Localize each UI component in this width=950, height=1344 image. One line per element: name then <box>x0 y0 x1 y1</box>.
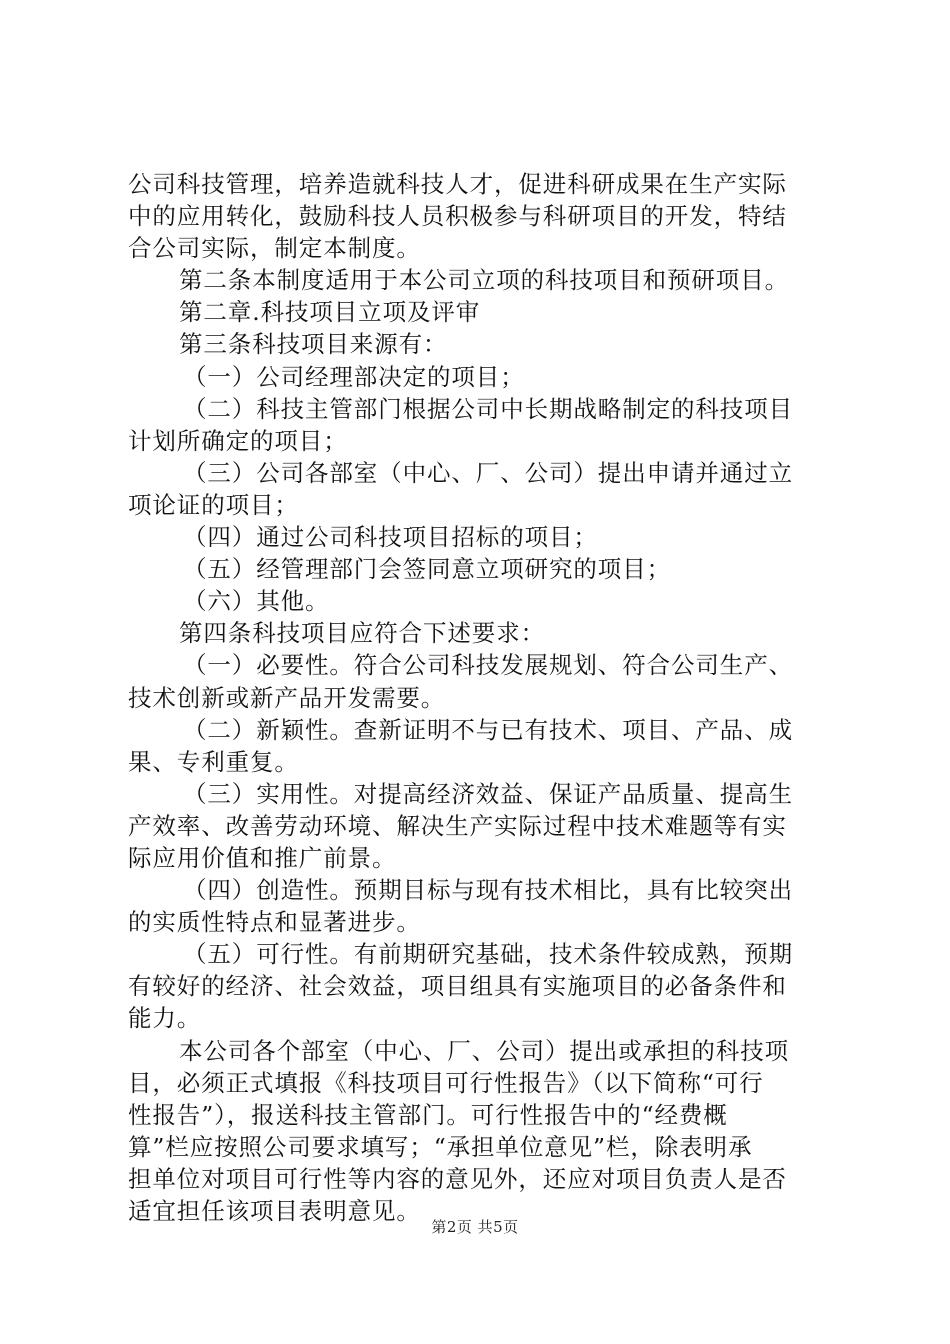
list-item: （五）可行性。有前期研究基础，技术条件较成熟，预期 <box>183 940 793 969</box>
list-item: （一）公司经理部决定的项目； <box>183 362 525 391</box>
article-3: 第三条科技项目来源有： <box>179 330 448 359</box>
body-line: 计划所确定的项目； <box>128 426 348 455</box>
body-line: 担单位对项目可行性等内容的意见外，还应对项目负责人是否 <box>128 1164 787 1193</box>
list-item: （二）科技主管部门根据公司中长期战略制定的科技项目 <box>183 394 793 423</box>
article-4: 第四条科技项目应符合下述要求： <box>179 619 545 648</box>
body-line: 适宜担任该项目表明意见。 <box>128 1197 421 1225</box>
body-line: 际应用价值和推广前景。 <box>128 843 397 872</box>
body-line: 果、专利重复。 <box>128 747 299 776</box>
page-number: 第2页 共5页 <box>431 1218 519 1236</box>
document-body <box>128 168 834 1227</box>
body-line: 中的应用转化，鼓励科技人员积极参与科研项目的开发，特结 <box>128 202 787 231</box>
list-item: （二）新颖性。查新证明不与已有技术、项目、产品、成 <box>183 715 793 744</box>
body-line: 合公司实际，制定本制度。 <box>128 234 421 263</box>
list-item: （三）实用性。对提高经济效益、保证产品质量、提高生 <box>183 779 793 808</box>
body-line: 技术创新或新产品开发需要。 <box>128 683 446 712</box>
list-item: （五）经管理部门会签同意立项研究的项目； <box>183 555 671 584</box>
body-line: 性报告”），报送科技主管部门。可行性报告中的“经费概 <box>128 1100 728 1129</box>
list-item: （一）必要性。符合公司科技发展规划、符合公司生产、 <box>183 651 793 680</box>
body-line: 产效率、改善劳动环境、解决生产实际过程中技术难题等有实 <box>128 811 787 840</box>
body-line: 能力。 <box>128 1004 202 1033</box>
chapter-2-heading: 第二章.科技项目立项及评审 <box>179 298 481 327</box>
paragraph-start: 本公司各个部室（中心、厂、公司）提出或承担的科技项 <box>179 1036 789 1065</box>
body-line: 的实质性特点和显著进步。 <box>128 908 421 937</box>
body-line: 算”栏应按照公司要求填写；“承担单位意见”栏，除表明承 <box>128 1132 753 1161</box>
list-item: （六）其他。 <box>183 587 330 616</box>
list-item: （四）通过公司科技项目招标的项目； <box>183 523 598 552</box>
body-line: 有较好的经济、社会效益，项目组具有实施项目的必备条件和 <box>128 972 787 1001</box>
body-line: 目，必须正式填报《科技项目可行性报告》（以下简称“可行 <box>128 1068 764 1097</box>
body-line: 公司科技管理，培养造就科技人才，促进科研成果在生产实际 <box>128 170 787 198</box>
article-2: 第二条本制度适用于本公司立项的科技项目和预研项目。 <box>179 266 789 295</box>
body-line: 项论证的项目； <box>128 490 299 519</box>
list-item: （四）创造性。预期目标与现有技术相比，具有比较突出 <box>183 876 793 905</box>
list-item: （三）公司各部室（中心、厂、公司）提出申请并通过立 <box>183 458 793 487</box>
